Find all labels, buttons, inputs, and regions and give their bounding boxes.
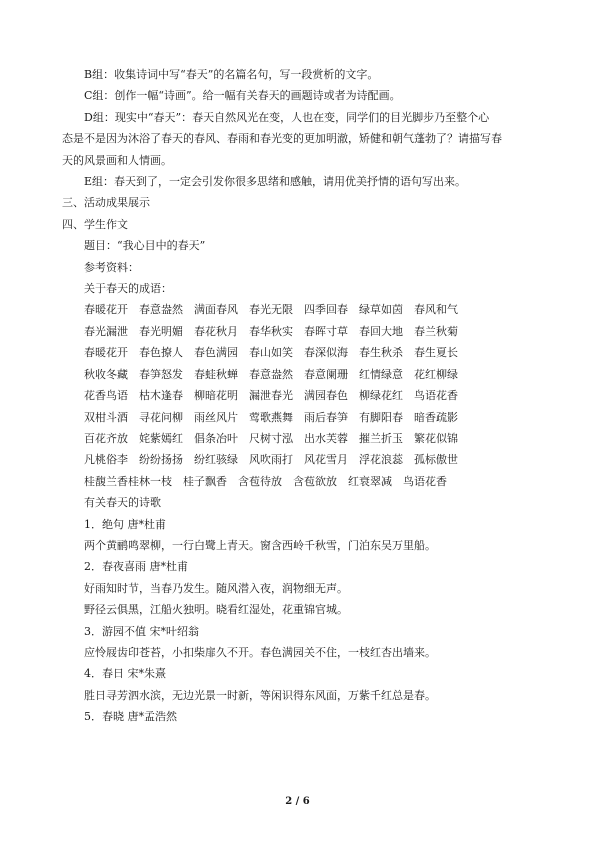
poem-line: 野径云俱黑，江船火独明。晓看红湿处，花重锦官城。 xyxy=(84,603,348,617)
idiom-list xyxy=(62,299,536,492)
poem-title: 5．春晓 唐*孟浩然 xyxy=(84,710,177,724)
poem-line: 应怜屐齿印苍苔，小扣柴扉久不开。春色满园关不住，一枝红杏出墙来。 xyxy=(84,645,436,659)
poem-line: 好雨知时节，当春乃发生。随风潜入夜，润物细无声。 xyxy=(84,581,348,595)
idiom-line: 百花齐放 姹紫嫣红 倡条冶叶 尺树寸泓 出水芙蓉 摧兰折玉 繁花似锦 xyxy=(84,431,458,445)
poem-title: 2．春夜喜雨 唐*杜甫 xyxy=(84,560,188,574)
idiom-line: 春暖花开 春意盎然 满面春风 春光无限 四季回春 绿草如茵 春风和气 xyxy=(84,303,458,317)
group-d-text-line2: 态是不是因为沐浴了春天的春风、春雨和春光变的更加明澈，矫健和朝气蓬勃了？请描写春 xyxy=(62,132,502,146)
poems-heading: 有关春天的诗歌 xyxy=(84,496,161,510)
idiom-line: 春暖花开 春色撩人 春色满园 春山如笑 春深似海 春生秋杀 春生夏长 xyxy=(84,346,458,360)
poem-title: 1．绝句 唐*杜甫 xyxy=(84,517,166,531)
page-content xyxy=(62,64,536,728)
idiom-line: 花香鸟语 枯木逢春 柳暗花明 漏泄春光 满园春色 柳绿花红 鸟语花香 xyxy=(84,389,458,403)
group-e-text: E组：春天到了，一定会引发你很多思绪和感触，请用优美抒情的语句写出来。 xyxy=(84,175,467,189)
section-three-heading: 三、活动成果展示 xyxy=(62,196,150,210)
poem-line: 两个黄鹂鸣翠柳，一行白鹭上青天。窗含西岭千秋雪，门泊东吴万里船。 xyxy=(84,538,436,552)
page-number: 2 / 6 xyxy=(285,796,310,807)
poem-line: 胜日寻芳泗水滨，无边光景一时新，等闲识得东风面，万紫千红总是春。 xyxy=(84,688,436,702)
group-d-text-line3: 天的风景画和人情画。 xyxy=(62,153,172,167)
poem-title: 4．春日 宋*朱熹 xyxy=(84,667,166,681)
idiom-line: 桂馥兰香桂林一枝 桂子飘香 含苞待放 含苞欲放 红衰翠减 鸟语花香 xyxy=(84,474,447,488)
poem-list xyxy=(62,514,536,728)
group-b-text: B组：收集诗词中写“春天”的名篇名句，写一段赏析的文字。 xyxy=(84,68,379,81)
idiom-line: 春光漏泄 春光明媚 春花秋月 春华秋实 春晖寸草 春回大地 春兰秋菊 xyxy=(84,324,458,338)
idiom-line: 秋收冬藏 春笋怒发 春蛙秋蝉 春意盎然 春意阑珊 红情绿意 花红柳绿 xyxy=(84,367,458,381)
idiom-line: 凡桃俗李 纷纷扬扬 纷红骇绿 风吹雨打 风花雪月 浮花浪蕊 孤标傲世 xyxy=(84,453,458,467)
poem-title: 3．游园不值 宋*叶绍翁 xyxy=(84,624,199,638)
group-d-text-line1: D组：现实中“春天”：春天自然风光在变，人也在变，同学们的目光脚步乃至整个心 xyxy=(84,110,490,124)
idiom-line: 双柑斗酒 寻花问柳 雨丝风片 莺歌燕舞 雨后春笋 有脚阳春 暗香疏影 xyxy=(84,410,458,424)
section-four-heading: 四、学生作文 xyxy=(62,217,128,231)
group-c-text: C组：创作一幅“诗画”。给一幅有关春天的画题诗或者为诗配画。 xyxy=(84,89,401,103)
idioms-heading: 关于春天的成语： xyxy=(84,282,172,296)
essay-topic: 题目：“我心目中的春天” xyxy=(84,239,206,253)
reference-label: 参考资料： xyxy=(84,260,139,274)
